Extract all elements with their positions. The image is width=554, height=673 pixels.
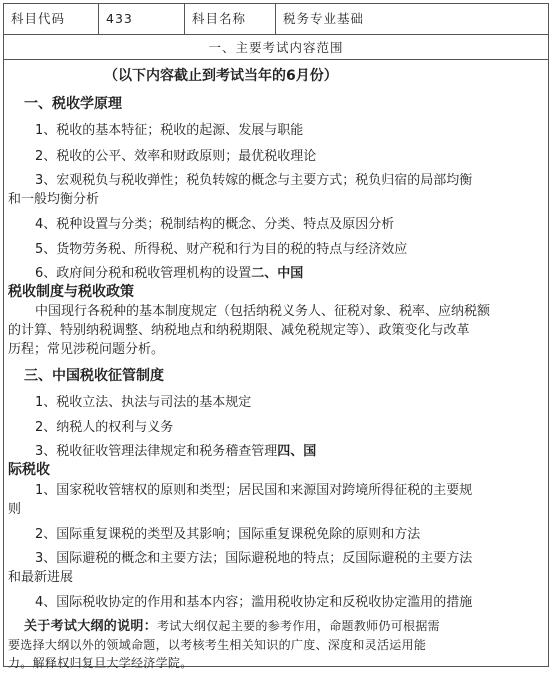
section-title: 一、主要考试内容范围: [4, 35, 548, 60]
item-4-3: 3、国际避税的概念和主要方法；国际避税地的特点；反国际避税的主要方法: [35, 551, 473, 566]
item-1-5: 5、货物劳务税、所得税、财产税和行为目的税的特点与经济效应: [35, 242, 408, 257]
item-4-1-cont: 则: [8, 502, 22, 517]
note-line-1: [24, 617, 440, 636]
item-3-1: 1、税收立法、执法与司法的基本规定: [35, 395, 252, 410]
subject-name-label: 科目名称: [185, 4, 276, 34]
item-1-3-cont: 和一般均衡分析: [8, 192, 100, 207]
header-row: [4, 4, 548, 35]
heading-4-start: 四、国: [277, 444, 317, 459]
item-1-1: 1、税收的基本特征；税收的起源、发展与职能: [35, 123, 304, 138]
note-label: 关于考试大纲的说明：: [24, 619, 158, 634]
item-1-6: [35, 264, 303, 283]
heading-3: 三、中国税收征管制度: [24, 368, 164, 384]
note-line-3: 力。解释权归复旦大学经济学院。: [8, 656, 193, 670]
item-3-2: 2、纳税人的权利与义务: [35, 420, 174, 435]
subject-name-value: 税务专业基础: [283, 11, 365, 26]
exam-syllabus-table: [3, 3, 549, 670]
item-1-6-text: 6、政府间分税和税收管理机构的设置: [35, 266, 252, 281]
note-line-2: 要选择大纲以外的领域命题，以考核考生相关知识的广度、深度和灵活运用能: [8, 638, 427, 652]
item-3-3-text: 3、税收征收管理法律规定和税务稽查管理: [35, 444, 278, 459]
subject-code-label: 科目代码: [4, 4, 99, 34]
heading-2: 税收制度与税收政策: [8, 284, 134, 300]
item-4-4: 4、国际税收协定的作用和基本内容；滥用税收协定和反税收协定滥用的措施: [35, 595, 473, 610]
note-text-1: 考试大纲仅起主要的参考作用，命题教师仍可根据需: [157, 619, 440, 633]
heading-2-start: 二、中国: [251, 266, 304, 281]
item-4-3-cont: 和最新进展: [8, 570, 74, 585]
item-1-2: 2、税收的公平、效率和财政原则；最优税收理论: [35, 149, 317, 164]
item-1-4: 4、税种设置与分类；税制结构的概念、分类、特点及原因分析: [35, 217, 395, 232]
heading-1: 一、税收学原理: [24, 96, 122, 112]
heading-4: 际税收: [8, 462, 50, 478]
item-4-2: 2、国际重复课税的类型及其影响；国际重复课税免除的原则和方法: [35, 527, 421, 542]
subject-code-value: 433: [99, 4, 185, 34]
para-2-line-3: 历程；常见涉税问题分析。: [8, 342, 165, 357]
item-4-1: 1、国家税收管辖权的原则和类型；居民国和来源国对跨境所得征税的主要规: [35, 483, 473, 498]
subtitle: （以下内容截止到考试当年的6月份）: [104, 68, 338, 84]
item-1-3: 3、宏观税负与税收弹性；税负转嫁的概念与主要方式；税负归宿的局部均衡: [35, 173, 473, 188]
para-2-line-1: 中国现行各税种的基本制度规定（包括纳税义务人、征税对象、税率、应纳税额: [35, 304, 491, 319]
para-2-line-2: 的计算、特别纳税调整、纳税地点和纳税期限、减免税规定等）、政策变化与改革: [8, 323, 470, 338]
item-3-3: [35, 442, 316, 461]
